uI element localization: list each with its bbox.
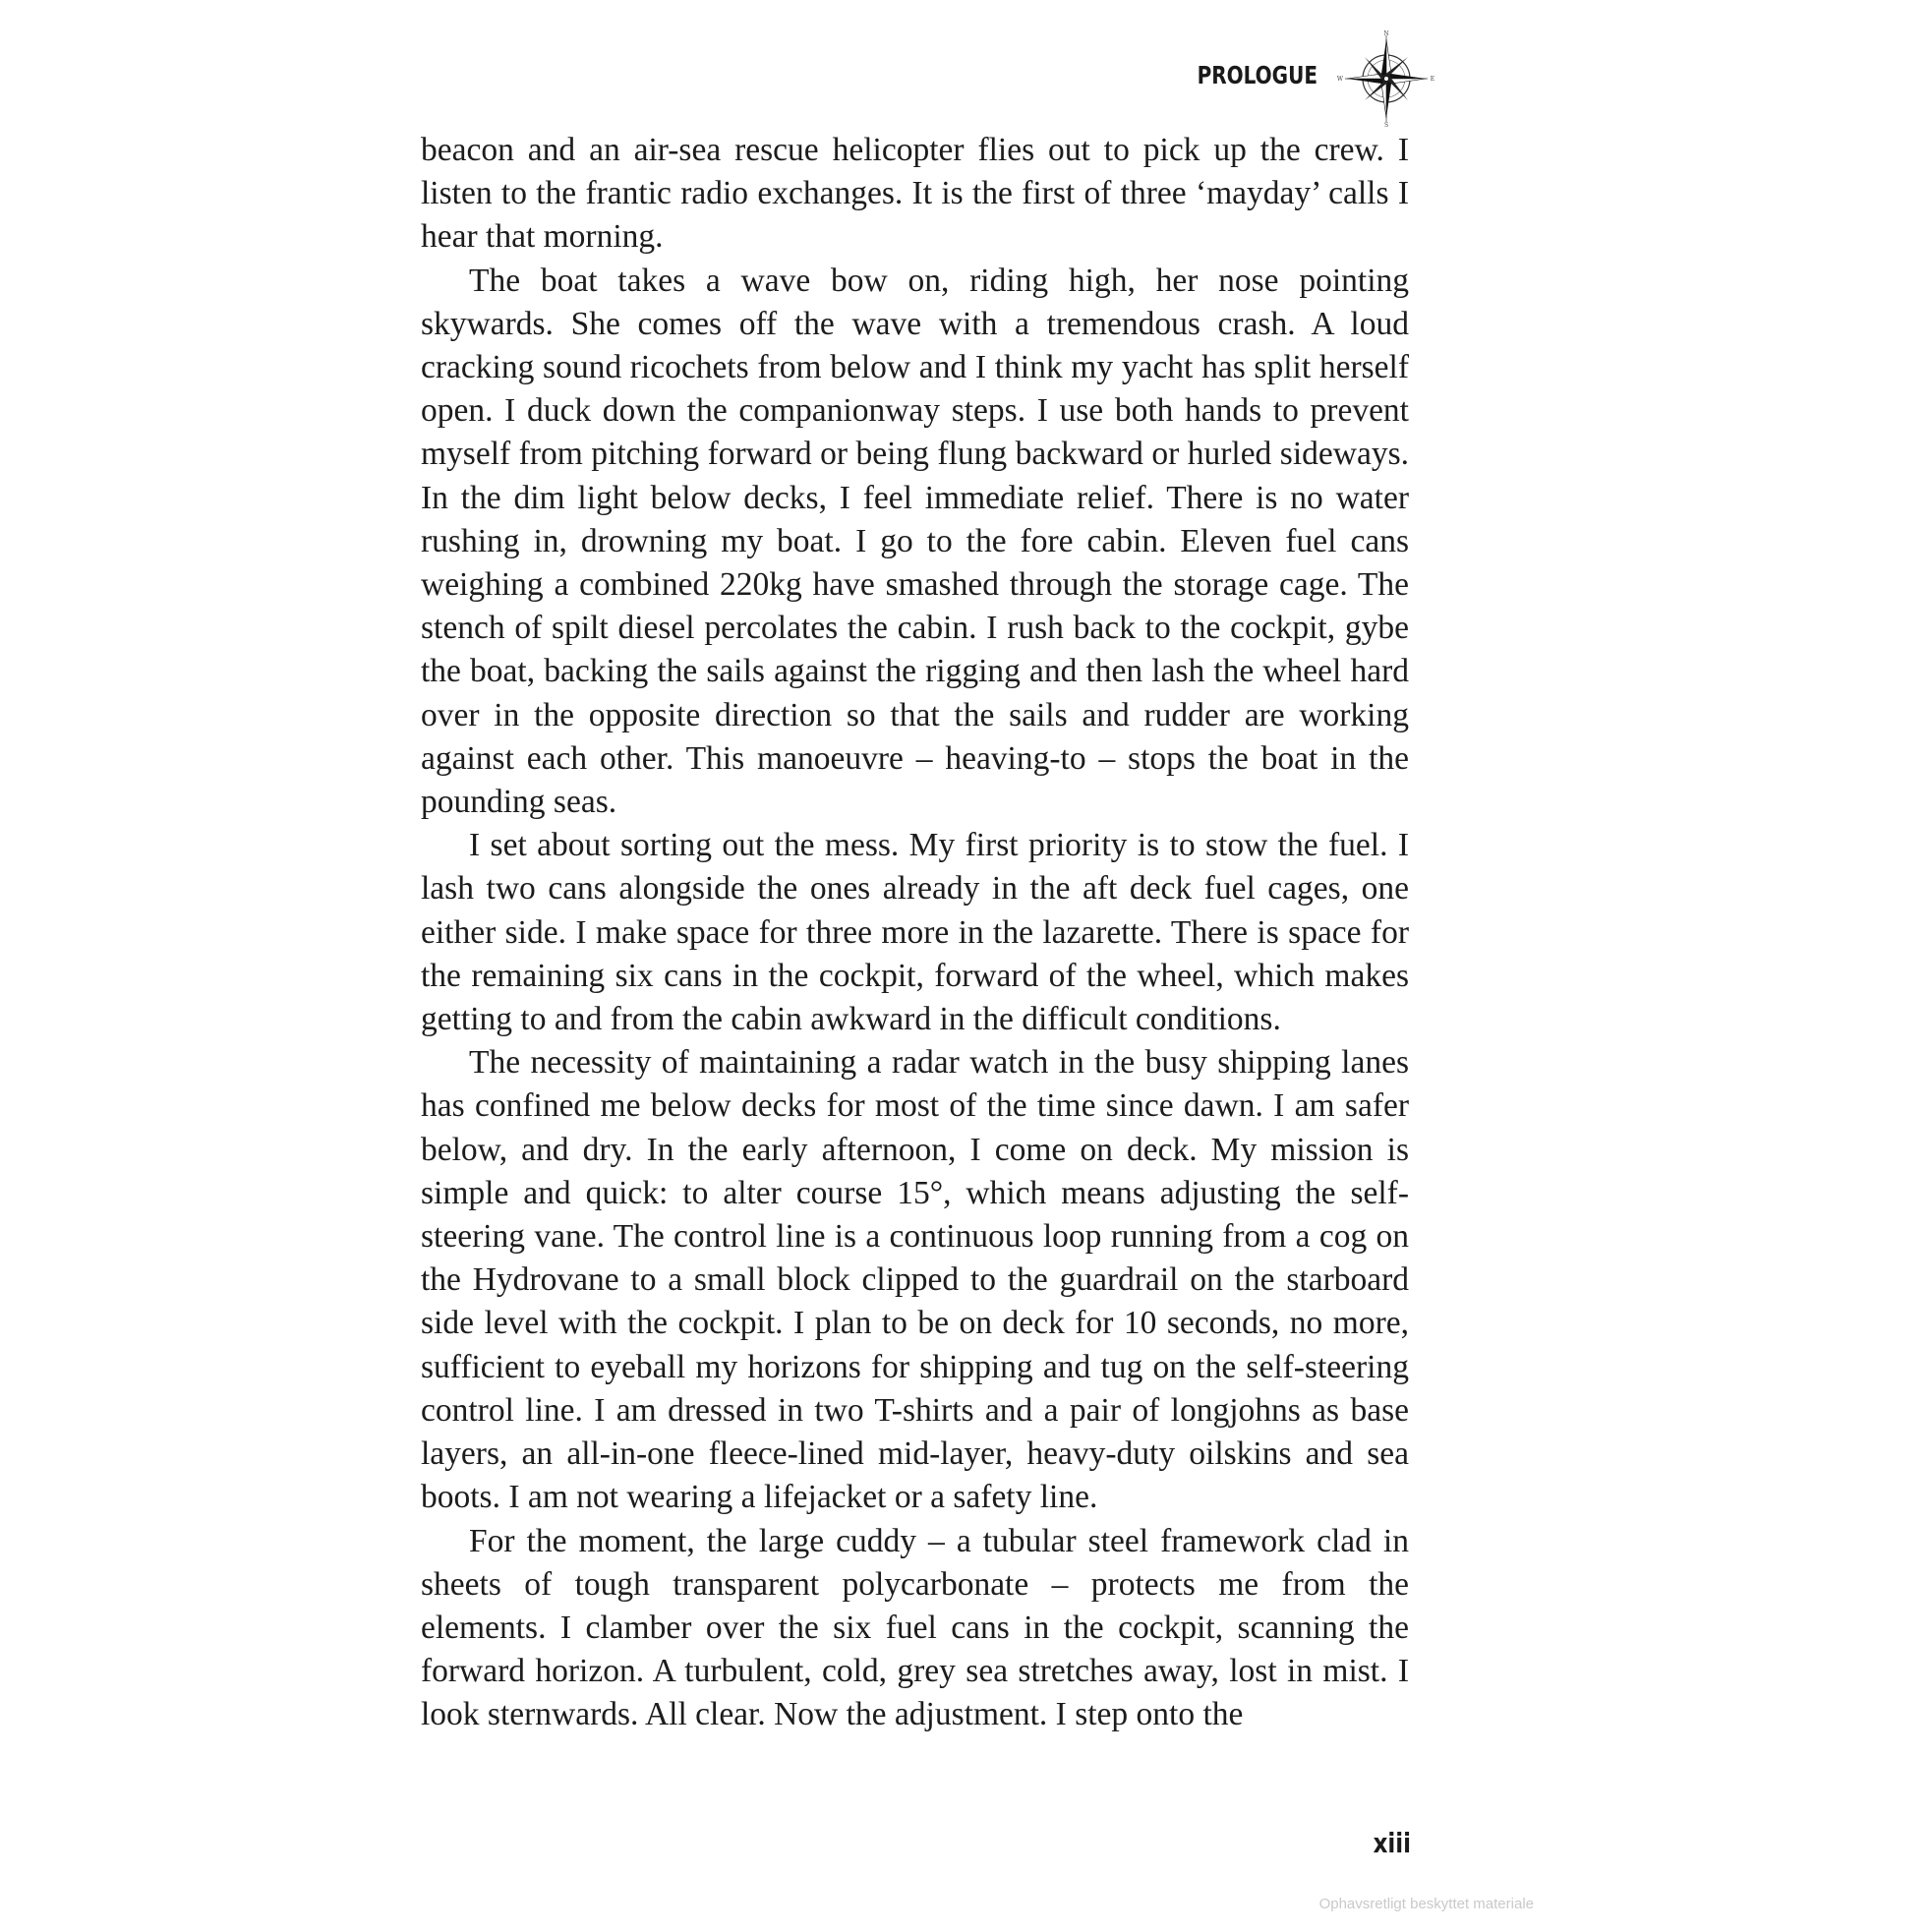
compass-label-n: N [1383, 30, 1389, 37]
copyright-watermark: Ophavsretligt beskyttet materiale [1318, 1896, 1534, 1912]
body-text [421, 129, 1409, 1737]
paragraph: The necessity of maintaining a radar watch in the busy shipping lanes has confined me below decks for most of the time since dawn. I am safer below, and dry. In the early afternoon, I come on deck. My mission is simple and quick: to alter course 15°, which means adjusting the self-steering vane. The control line is a continuous loop running from a cog on the Hydrovane to a small block clipped to the guardrail on the starboard side level with the cockpit. I plan to be on deck for 10 seconds, no more, sufficient to eyeball my horizons for shipping and tug on the self-steering control line. I am dressed in two T-shirts and a pair of longjohns as base layers, an all-in-one fleece-lined mid-layer, heavy-duty oilskins and sea boots. I am not wearing a lifejacket or a safety line. [421, 1044, 1409, 1516]
page-number: xiii [1373, 1827, 1411, 1859]
compass-label-e: E [1430, 76, 1435, 83]
running-head: PROLOGUE [1197, 61, 1317, 89]
paragraph: For the moment, the large cuddy – a tubular steel framework clad in sheets of tough transparent polycarbonate – protects me from the elements. I clamber over the six fuel cans in the cockpit, scanning the forward horizon. A turbulent, cold, grey sea stretches away, lost in mist. I look sternwards. All clear. Now the adjustment. I step onto the [421, 1522, 1409, 1733]
paragraph: The boat takes a wave bow on, riding high, her nose pointing skywards. She comes off the wave with a tremendous crash. A loud cracking sound ricochets from below and I think my yacht has split herself open. I duck down the companionway steps. I use both hands to prevent myself from pitching forward or being flung backward or hurled sideways. In the dim light below decks, I feel immediate relief. There is no water rushing in, drowning my boat. I go to the fore cabin. Eleven fuel cans weighing a combined 220kg have smashed through the storage cage. The stench of spilt diesel percolates the cabin. I rush back to the cockpit, gybe the boat, backing the sails against the rigging and then lash the wheel hard over in the opposite direction so that the sails and rudder are working against each other. This manoeuvre – heaving-to – stops the boat in the pounding seas. [421, 262, 1409, 821]
compass-label-s: S [1383, 122, 1389, 128]
paragraph: beacon and an air-sea rescue helicopter flies out to pick up the crew. I listen to the frantic radio exchanges. It is the first of three ‘mayday’ calls I hear that morning. [421, 132, 1409, 256]
compass-rose-icon [1337, 29, 1435, 128]
compass-label-w: W [1337, 76, 1344, 83]
paragraph: I set about sorting out the mess. My first priority is to stow the fuel. I lash two cans alongside the ones already in the aft deck fuel cages, one either side. I make space for three more in the lazarette. There is space for the remaining six cans in the cockpit, forward of the wheel, which makes getting to and from the cabin awkward in the difficult conditions. [421, 827, 1409, 1038]
